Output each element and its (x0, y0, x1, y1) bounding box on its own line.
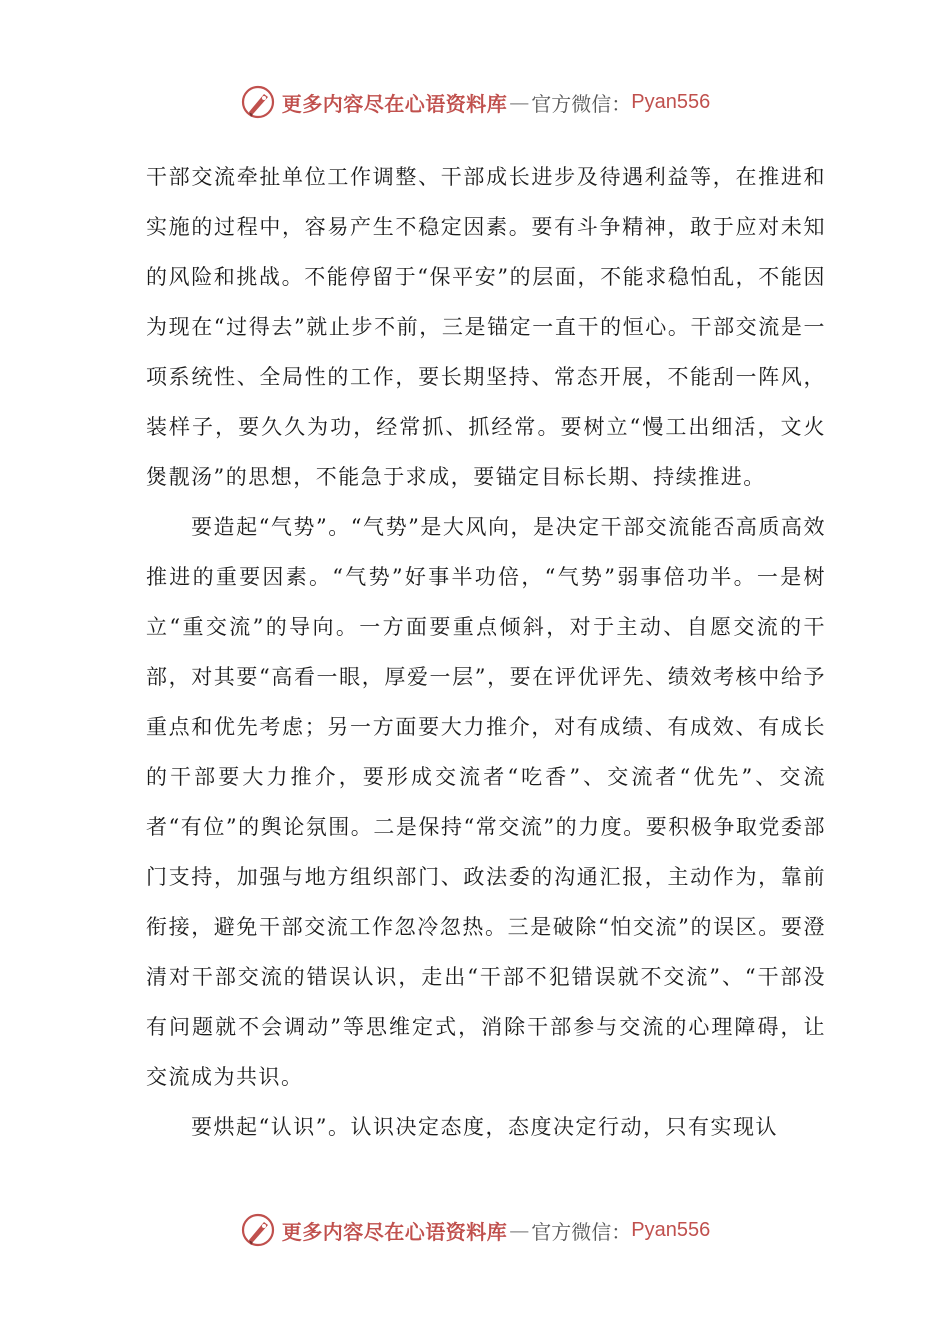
banner-separator: — (509, 1218, 530, 1242)
footer-watermark-banner (0, 1210, 950, 1250)
wechat-label: 官方微信： (531, 1219, 632, 1244)
wechat-label: 官方微信： (531, 91, 632, 116)
banner-separator: — (509, 90, 530, 114)
header-watermark-banner (0, 82, 950, 122)
paragraph-2: 要造起“气势”。“气势”是大风向，是决定干部交流能否高质高效推进的重要因素。“气势”好事半功倍，“气势”弱事倍功半。一是树立“重交流”的导向。一方面要重点倾斜，对于主动、自愿交流的干部，对其要“高看一眼，厚爱一层”，要在评优评先、绩效考核中给予重点和优先考虑；另一方面要大力推介，对有成绩、有成效、有成长的干部要大力推介，要形成交流者“吃香”、交流者“优先”、交流者“有位”的舆论氛围。二是保持“常交流”的力度。要积极争取党委部门支持，加强与地方组织部门、政法委的沟通汇报，主动作为，靠前衔接，避免干部交流工作忽冷忽热。三是破除“怕交流”的误区。要澄清对干部交流的错误认识，走出“干部不犯错误就不交流”、“干部没有问题就不会调动”等思维定式，消除干部参与交流的心理障碍，让交流成为共识。 (146, 515, 826, 1089)
wechat-id: Pyan556 (631, 1218, 711, 1241)
pen-nib-icon (240, 1212, 276, 1248)
site-name: 更多内容尽在心语资料库 (281, 91, 508, 116)
paragraph-3: 要烘起“认识”。认识决定态度，态度决定行动，只有实现认 (191, 1115, 778, 1139)
wechat-id: Pyan556 (631, 90, 711, 113)
paragraph-1: 干部交流牵扯单位工作调整、干部成长进步及待遇利益等，在推进和实施的过程中，容易产生不稳定因素。要有斗争精神，敢于应对未知的风险和挑战。不能停留于“保平安”的层面，不能求稳怕乱，不能因为现在“过得去”就止步不前，三是锚定一直干的恒心。干部交流是一项系统性、全局性的工作，要长期坚持、常态开展，不能刮一阵风，装样子，要久久为功，经常抓、抓经常。要树立“慢工出细活，文火煲靓汤”的思想，不能急于求成，要锚定目标长期、持续推进。 (146, 165, 826, 489)
pen-nib-icon (240, 84, 276, 120)
site-name: 更多内容尽在心语资料库 (281, 1219, 508, 1244)
document-body (146, 152, 826, 1152)
